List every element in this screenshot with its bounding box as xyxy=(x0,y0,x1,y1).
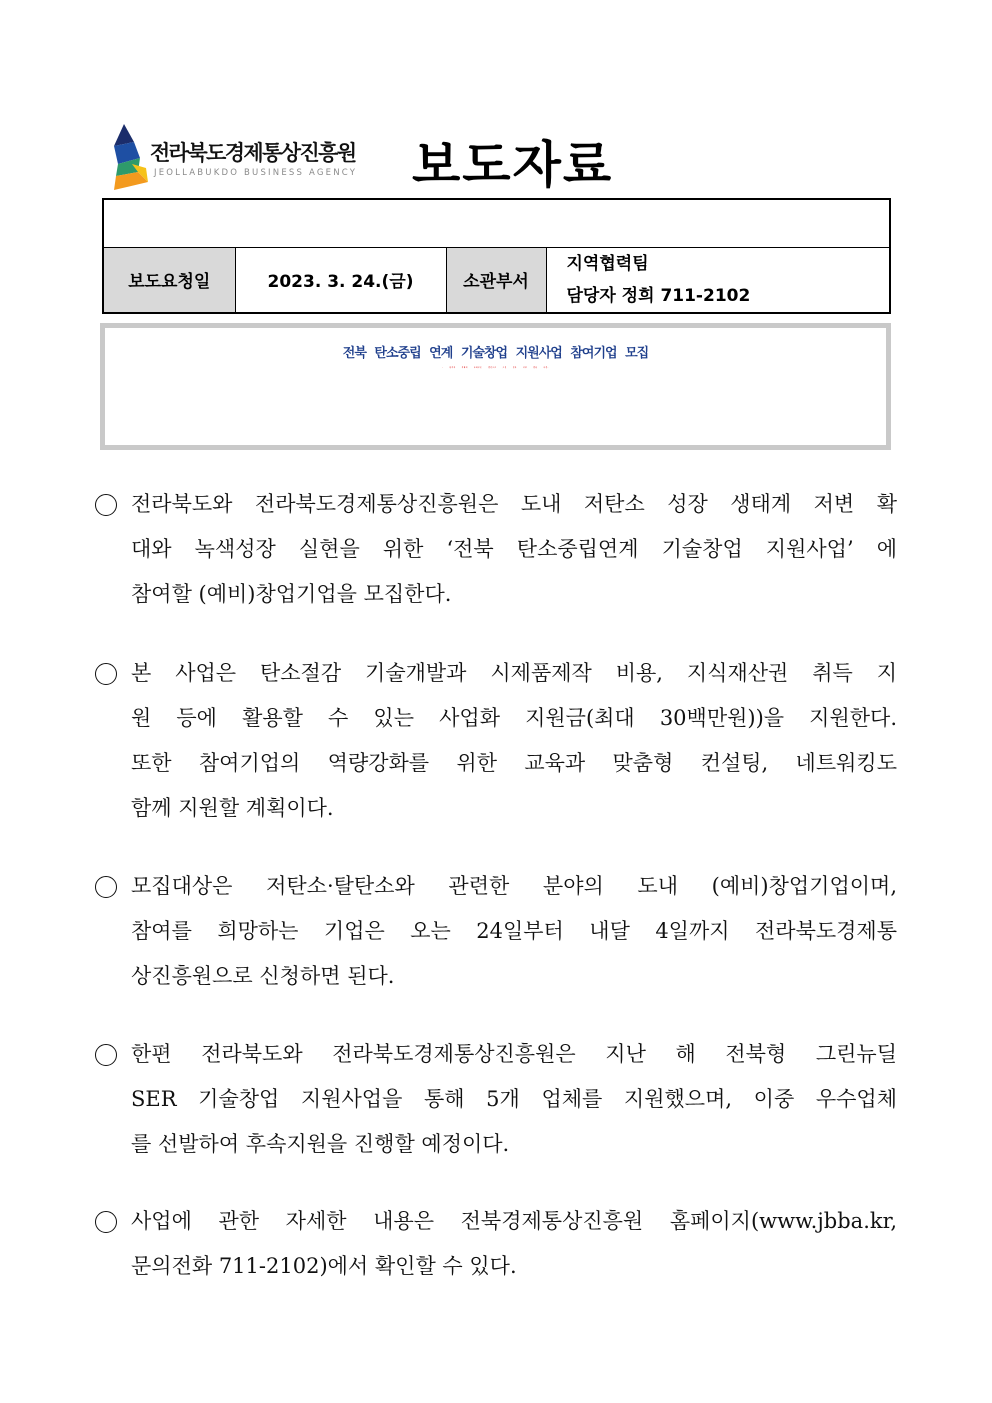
paragraph-line: 를 선발하여 후속지원을 진행할 예정이다. xyxy=(131,1132,510,1156)
agency-name-korean: 전라북도경제통상진흥원 xyxy=(150,141,356,165)
paragraph-line: 원 등에 활용할 수 있는 사업화 지원금(최대 30백만원))을 지원한다. xyxy=(131,706,897,730)
circle-bullet-icon xyxy=(95,494,117,516)
paragraph-line: 전라북도와 전라북도경제통상진흥원은 도내 저탄소 성장 생태계 저변 확 xyxy=(131,492,897,516)
paragraph-line: 참여할 (예비)창업기업을 모집한다. xyxy=(131,582,452,606)
paragraph-line: 또한 참여기업의 역량강화를 위한 교육과 맞춤형 컨설팅, 네트워킹도 xyxy=(131,751,897,775)
press-info-table xyxy=(102,198,891,314)
paragraph-line: 모집대상은 저탄소·탈탄소와 관련한 분야의 도내 (예비)창업기업이며, xyxy=(131,874,897,898)
department-team: 지역협력팀 xyxy=(566,253,649,274)
release-date-label: 보도요청일 xyxy=(103,247,235,313)
paragraph-line: 사업에 관한 자세한 내용은 전북경제통상진흥원 홈페이지(www.jbba.kr, xyxy=(131,1209,897,1233)
contact-address-line xyxy=(103,199,890,247)
body-paragraph xyxy=(95,864,897,999)
body-paragraph xyxy=(95,1032,897,1167)
circle-bullet-icon xyxy=(95,1044,117,1066)
paragraph-line: 상진흥원으로 신청하면 된다. xyxy=(131,964,395,988)
paragraph-line: 함께 지원할 계획이다. xyxy=(131,796,334,820)
body-paragraph xyxy=(95,1199,897,1289)
paragraph-line: 참여를 희망하는 기업은 오는 24일부터 내달 4일까지 전라북도경제통 xyxy=(131,919,897,943)
paragraph-line: SER 기술창업 지원사업을 통해 5개 업체를 지원했으며, 이중 우수업체 xyxy=(131,1087,897,1111)
headline-box xyxy=(100,323,891,450)
department-contact: 담당자 정희 711-2102 xyxy=(566,285,751,306)
body-paragraph xyxy=(95,651,897,831)
agency-name-english: JEOLLABUKDO BUSINESS AGENCY xyxy=(154,168,358,178)
paragraph-line: 한편 전라북도와 전라북도경제통상진흥원은 지난 해 전북형 그린뉴딜 xyxy=(131,1042,897,1066)
department-info xyxy=(546,247,890,313)
paragraph-line: 문의전화 711-2102)에서 확인할 수 있다. xyxy=(131,1254,517,1278)
paragraph-line: 본 사업은 탄소절감 기술개발과 시제품제작 비용, 지식재산권 취득 지 xyxy=(131,661,897,685)
circle-bullet-icon xyxy=(95,663,117,685)
agency-logo-mark-icon xyxy=(110,124,150,190)
headline-title: 전북 탄소중립 연계 기술창업 지원사업 참여기업 모집 xyxy=(342,346,649,361)
document-type-heading: 보도자료 xyxy=(412,136,614,194)
headline-subtitle: - 환경과 경제의 조화로운 발전으로 그린 전북 성장 발판 마련- xyxy=(442,368,549,369)
agency-logo xyxy=(110,124,380,194)
circle-bullet-icon xyxy=(95,876,117,898)
paragraph-line: 대와 녹색성장 실현을 위한 ‘전북 탄소중립연계 기술창업 지원사업’ 에 xyxy=(131,537,897,561)
release-date-value: 2023. 3. 24.(금) xyxy=(235,247,446,313)
circle-bullet-icon xyxy=(95,1211,117,1233)
department-label: 소관부서 xyxy=(446,247,546,313)
body-paragraph xyxy=(95,482,897,617)
